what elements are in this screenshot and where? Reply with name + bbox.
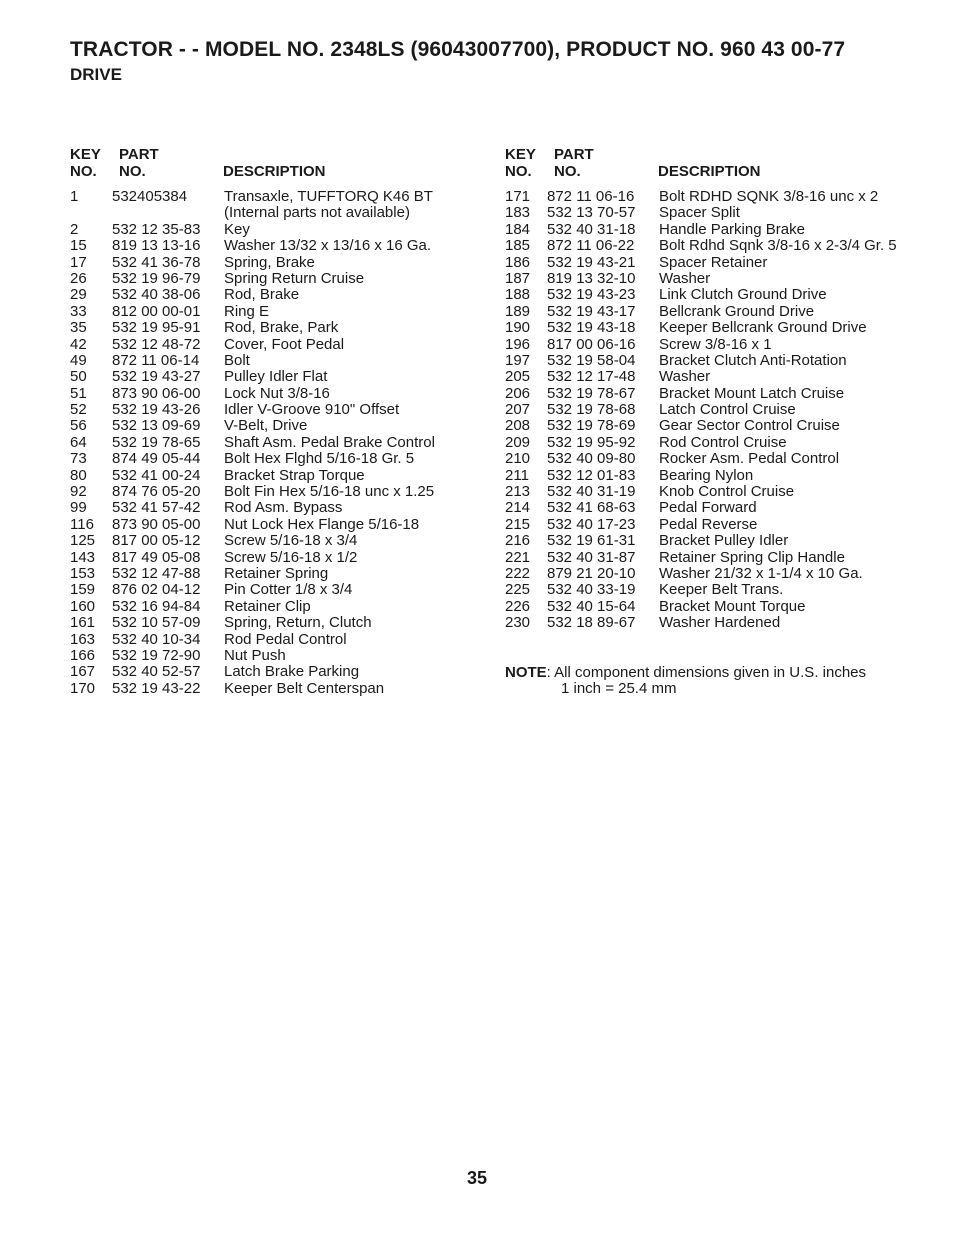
table-row: [505, 468, 945, 484]
part-description: Spring Return Cruise: [224, 269, 365, 287]
key-number: 185: [505, 237, 531, 255]
part-number: 532 19 78-67: [547, 384, 636, 402]
part-number: 532 40 09-80: [547, 450, 636, 468]
part-number: 532 40 31-87: [547, 548, 636, 566]
key-number: 166: [70, 646, 96, 664]
key-number: 125: [70, 532, 96, 550]
part-number: 873 90 05-00: [112, 515, 201, 533]
part-description: Rod, Brake: [224, 286, 300, 304]
key-number: 73: [70, 450, 87, 468]
key-number: 222: [505, 564, 531, 582]
key-number: 56: [70, 417, 87, 435]
table-row: [70, 681, 470, 697]
part-description: Screw 5/16-18 x 3/4: [224, 532, 358, 550]
part-description: Bolt Hex Flghd 5/16-18 Gr. 5: [224, 450, 415, 468]
key-number: 230: [505, 614, 531, 632]
part-description: Latch Brake Parking: [224, 663, 360, 681]
part-description: Washer: [659, 269, 711, 287]
table-row: [70, 255, 470, 271]
key-number: 186: [505, 253, 531, 271]
key-number: 187: [505, 269, 531, 287]
table-row: [505, 615, 945, 631]
table-row: [505, 287, 945, 303]
key-number: 153: [70, 565, 96, 582]
key-header-line1: KEY: [70, 146, 101, 163]
part-description: Keeper Belt Centerspan: [224, 679, 385, 697]
part-description: Spacer Retainer: [659, 253, 768, 271]
part-description: Spring, Brake: [224, 253, 315, 271]
dimensions-note: [505, 665, 866, 697]
part-description: Latch Control Cruise: [659, 401, 796, 419]
key-number: 197: [505, 351, 531, 369]
part-number: 532 19 95-91: [112, 319, 201, 337]
key-number: 26: [70, 269, 87, 287]
part-number: 532 10 57-09: [112, 614, 201, 632]
table-row: [505, 369, 945, 385]
table-row: [70, 271, 470, 287]
table-row: [505, 582, 945, 598]
part-description: Rod Asm. Bypass: [224, 499, 343, 517]
page-number: 35: [466, 1168, 488, 1188]
table-row: [70, 648, 470, 664]
part-description: Knob Control Cruise: [659, 483, 795, 501]
note-line2: 1 inch = 25.4 mm: [561, 680, 677, 697]
part-number: 532 12 48-72: [112, 335, 201, 353]
key-number: 211: [505, 466, 529, 484]
part-number: 532 40 10-34: [112, 630, 201, 648]
part-description: Rod, Brake, Park: [224, 319, 339, 337]
part-description: Gear Sector Control Cruise: [659, 417, 840, 435]
part-number: 532 41 36-78: [112, 253, 201, 271]
parts-table-left: [70, 189, 470, 697]
part-number: 819 13 32-10: [547, 269, 636, 287]
part-description: Cover, Foot Pedal: [224, 335, 345, 353]
table-row: [70, 500, 470, 516]
part-number: 532 12 01-83: [547, 466, 636, 484]
part-description: Handle Parking Brake: [659, 220, 805, 238]
part-number: 532 19 78-68: [547, 401, 636, 419]
part-description: Retainer Clip: [224, 597, 311, 615]
table-row: [505, 402, 945, 418]
part-number: 532 19 43-22: [112, 679, 201, 697]
description-header-left: DESCRIPTION: [223, 163, 326, 180]
table-row: [70, 484, 470, 500]
key-number: 167: [70, 663, 96, 681]
key-number: 52: [70, 401, 87, 419]
key-number: 49: [70, 351, 87, 369]
part-number: 817 00 06-16: [547, 335, 636, 353]
part-number: 872 11 06-16: [547, 188, 635, 205]
key-number: 163: [70, 630, 96, 648]
part-description: Bracket Mount Torque: [659, 597, 806, 615]
part-description: Bracket Clutch Anti-Rotation: [659, 351, 847, 369]
part-number: 532 40 17-23: [547, 515, 636, 533]
parts-table-right: [505, 189, 945, 632]
description-header-right: DESCRIPTION: [658, 163, 761, 180]
table-row: [70, 304, 470, 320]
part-description: Rod Control Cruise: [659, 433, 787, 451]
part-number: 532 16 94-84: [112, 597, 201, 615]
note-line1: : All component dimensions given in U.S. inches: [546, 664, 867, 681]
part-number: 532 13 70-57: [547, 204, 636, 222]
key-no-header-left: [70, 146, 101, 180]
part-number: 532 12 17-48: [547, 368, 636, 386]
part-no-header-left: [119, 146, 159, 180]
key-number: 92: [70, 483, 87, 501]
table-row: [505, 189, 945, 205]
key-number: 1: [70, 188, 79, 205]
part-description: Link Clutch Ground Drive: [659, 286, 827, 304]
table-row: [70, 369, 470, 385]
key-number: 188: [505, 286, 531, 304]
part-description: Shaft Asm. Pedal Brake Control: [224, 433, 435, 451]
part-number: 532 41 68-63: [547, 499, 636, 517]
part-number: 532 19 61-31: [547, 532, 636, 550]
key-no-header-right: [505, 146, 536, 180]
table-row: [70, 582, 470, 598]
key-number: 214: [505, 499, 531, 517]
part-description: Bellcrank Ground Drive: [659, 302, 815, 320]
key-number: 143: [70, 548, 96, 566]
part-description: Bolt: [224, 351, 250, 369]
table-row: [505, 533, 945, 549]
part-description: Washer 21/32 x 1-1/4 x 10 Ga.: [659, 564, 863, 582]
table-row: [505, 500, 945, 516]
part-number: 532 40 52-57: [112, 663, 201, 681]
key-number: 42: [70, 335, 87, 353]
part-description: Nut Push: [224, 646, 286, 664]
table-row: [505, 238, 945, 254]
part-description: Bearing Nylon: [659, 466, 754, 484]
table-row: [505, 599, 945, 615]
table-row: [70, 337, 470, 353]
key-number: 35: [70, 319, 87, 337]
key-header-line2: NO.: [70, 163, 97, 180]
part-number: 532 40 33-19: [547, 581, 636, 599]
part-number: 812 00 00-01: [112, 302, 201, 320]
table-row: [505, 451, 945, 467]
part-number: 532 19 72-90: [112, 646, 201, 664]
part-description: Bracket Mount Latch Cruise: [659, 384, 845, 402]
part-number: 532 40 31-19: [547, 483, 636, 501]
part-no-header-right: [554, 146, 594, 180]
key-number: 208: [505, 417, 531, 435]
part-number: 532405384: [112, 188, 188, 205]
part-number: 532 12 35-83: [112, 220, 201, 238]
part-description: Pedal Reverse: [659, 515, 758, 533]
table-row: [70, 615, 470, 631]
part-number: 532 19 95-92: [547, 433, 636, 451]
part-number: 874 76 05-20: [112, 483, 201, 501]
key-number: 190: [505, 319, 531, 337]
table-row: [70, 222, 470, 238]
part-description: Nut Lock Hex Flange 5/16-18: [224, 515, 420, 533]
part-description: Lock Nut 3/8-16: [224, 384, 330, 402]
key-number: 171: [505, 188, 531, 205]
part-description: Spring, Return, Clutch: [224, 614, 372, 632]
key-number: 17: [70, 253, 87, 271]
part-description: Rocker Asm. Pedal Control: [659, 450, 840, 468]
table-row: [70, 189, 470, 222]
note-label: NOTE: [505, 664, 547, 681]
table-row: [70, 664, 470, 680]
key-number: 29: [70, 286, 87, 304]
table-row: [70, 632, 470, 648]
part-description: Bracket Strap Torque: [224, 466, 365, 484]
key-number: 207: [505, 401, 531, 419]
table-row: [505, 222, 945, 238]
part-description: Bolt Rdhd Sqnk 3/8-16 x 2-3/4 Gr. 5: [659, 237, 897, 255]
key-number: 213: [505, 483, 531, 501]
key-number: 226: [505, 597, 531, 615]
part-description: Pedal Forward: [659, 499, 757, 517]
part-description: Bolt RDHD SQNK 3/8-16 unc x 2: [659, 188, 879, 205]
part-description: Washer 13/32 x 13/16 x 16 Ga.: [224, 237, 432, 255]
part-number: 532 41 57-42: [112, 499, 201, 517]
key-number: 99: [70, 499, 87, 517]
table-row: [505, 517, 945, 533]
key-number: 15: [70, 237, 87, 255]
part-number: 532 19 78-69: [547, 417, 636, 435]
key-number: 161: [70, 614, 96, 632]
key-number: 206: [505, 384, 531, 402]
part-description-continued: (Internal parts not available): [224, 204, 410, 222]
key-number: 50: [70, 368, 87, 386]
part-description: Washer Hardened: [659, 614, 781, 632]
key-number: 205: [505, 368, 531, 386]
part-number: 532 19 43-18: [547, 319, 636, 337]
part-description: Bracket Pulley Idler: [659, 532, 789, 550]
part-number: 872 11 06-22: [547, 237, 635, 255]
key-number: 64: [70, 433, 87, 451]
part-description: Bolt Fin Hex 5/16-18 unc x 1.25: [224, 483, 435, 501]
part-description: Pin Cotter 1/8 x 3/4: [224, 581, 353, 599]
key-number: 189: [505, 302, 531, 320]
key-number: 215: [505, 515, 531, 533]
key-number: 116: [70, 515, 94, 533]
part-number: 817 49 05-08: [112, 548, 201, 566]
part-header-line1: PART: [119, 146, 159, 163]
key-number: 159: [70, 581, 96, 599]
key-number: 184: [505, 220, 531, 238]
table-row: [70, 320, 470, 336]
table-row: [505, 386, 945, 402]
part-number: 872 11 06-14: [112, 351, 200, 369]
table-row: [70, 287, 470, 303]
part-number: 532 19 58-04: [547, 351, 636, 369]
part-description: Keeper Belt Trans.: [659, 581, 784, 599]
part-number: 876 02 04-12: [112, 581, 201, 599]
table-row: [70, 435, 470, 451]
part-number: 532 40 38-06: [112, 286, 201, 304]
key-header-line1: KEY: [505, 146, 536, 163]
table-row: [505, 271, 945, 287]
part-number: 873 90 06-00: [112, 384, 201, 402]
part-description: Ring E: [224, 302, 270, 320]
table-row: [70, 451, 470, 467]
key-number: 33: [70, 302, 87, 320]
part-number: 532 19 43-17: [547, 302, 636, 320]
key-number: 210: [505, 450, 531, 468]
part-description: V-Belt, Drive: [224, 417, 308, 435]
page-title: TRACTOR - - MODEL NO. 2348LS (96043007700), PRODUCT NO. 960 43 00-77: [70, 38, 846, 61]
table-row: [70, 386, 470, 402]
part-description: Washer: [659, 368, 711, 386]
key-number: 170: [70, 679, 96, 697]
table-row: [70, 418, 470, 434]
table-row: [70, 238, 470, 254]
part-number: 819 13 13-16: [112, 237, 201, 255]
key-number: 209: [505, 433, 531, 451]
part-header-line2: NO.: [554, 163, 581, 180]
key-number: 196: [505, 335, 531, 353]
key-number: 221: [505, 548, 531, 566]
part-description: Key: [224, 220, 250, 238]
section-title: DRIVE: [70, 65, 122, 84]
table-row: [70, 533, 470, 549]
part-description: Screw 3/8-16 x 1: [659, 335, 772, 353]
table-row: [505, 435, 945, 451]
key-number: 160: [70, 597, 96, 615]
part-number: 874 49 05-44: [112, 450, 201, 468]
part-number: 817 00 05-12: [112, 532, 201, 550]
table-row: [505, 418, 945, 434]
part-number: 532 40 31-18: [547, 220, 636, 238]
part-number: 532 40 15-64: [547, 597, 636, 615]
part-description: Rod Pedal Control: [224, 630, 347, 648]
table-row: [505, 353, 945, 369]
part-number: 532 19 43-26: [112, 401, 201, 419]
key-number: 216: [505, 532, 531, 550]
part-description: Retainer Spring Clip Handle: [659, 548, 845, 566]
part-number: 532 19 78-65: [112, 433, 201, 451]
table-row: [70, 353, 470, 369]
part-header-line2: NO.: [119, 163, 146, 180]
part-number: 532 19 96-79: [112, 269, 201, 287]
part-description: Spacer Split: [659, 204, 740, 222]
key-number: 80: [70, 466, 87, 484]
key-number: 2: [70, 220, 79, 238]
table-row: [70, 566, 470, 582]
table-row: [505, 320, 945, 336]
part-number: 532 19 43-23: [547, 286, 636, 304]
part-header-line1: PART: [554, 146, 594, 163]
table-row: [505, 205, 945, 221]
table-row: [70, 517, 470, 533]
part-description: Transaxle, TUFFTORQ K46 BT: [224, 188, 433, 205]
part-number: 532 13 09-69: [112, 417, 201, 435]
table-row: [70, 402, 470, 418]
table-row: [505, 550, 945, 566]
part-description: Idler V-Groove 910" Offset: [224, 401, 400, 419]
part-description: Retainer Spring: [224, 565, 329, 582]
part-number: 532 41 00-24: [112, 466, 201, 484]
part-description: Screw 5/16-18 x 1/2: [224, 548, 358, 566]
part-number: 532 12 47-88: [112, 565, 201, 582]
part-description: Pulley Idler Flat: [224, 368, 328, 386]
part-number: 532 18 89-67: [547, 614, 636, 632]
part-number: 532 19 43-21: [547, 253, 636, 271]
part-description: Keeper Bellcrank Ground Drive: [659, 319, 867, 337]
key-number: 183: [505, 204, 531, 222]
table-row: [505, 484, 945, 500]
table-row: [70, 468, 470, 484]
table-row: [505, 255, 945, 271]
table-row: [505, 337, 945, 353]
table-row: [70, 550, 470, 566]
key-number: 225: [505, 581, 531, 599]
table-row: [505, 304, 945, 320]
key-number: 51: [70, 384, 87, 402]
table-row: [70, 599, 470, 615]
part-number: 532 19 43-27: [112, 368, 201, 386]
table-row: [505, 566, 945, 582]
key-header-line2: NO.: [505, 163, 532, 180]
part-number: 879 21 20-10: [547, 564, 636, 582]
